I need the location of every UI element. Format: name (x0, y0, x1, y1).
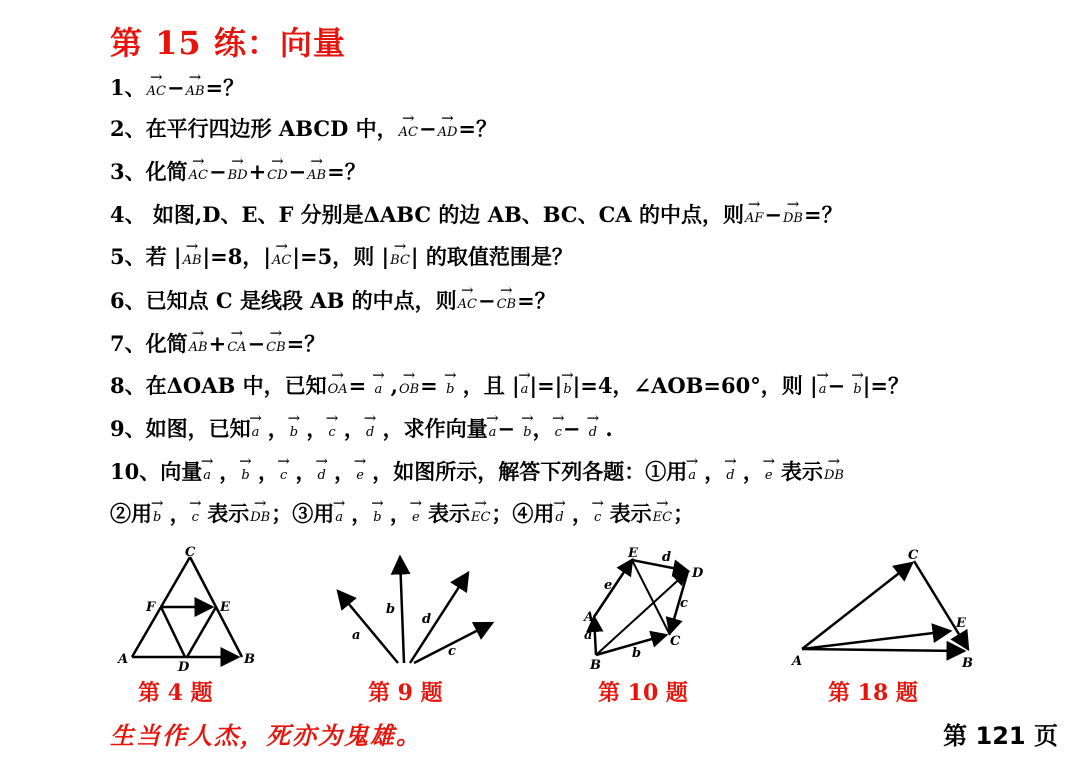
fig-label: C (908, 548, 919, 563)
vector: → b (853, 370, 861, 396)
figure-4-triangle (112, 545, 262, 675)
q-text: |=| (529, 373, 563, 398)
q-number: 6、 (110, 288, 146, 313)
vector: → DB (783, 199, 803, 225)
vector: → a (521, 370, 529, 396)
q-tail: =？ (327, 159, 366, 184)
vector: → BD (228, 156, 248, 182)
fig-label: F (146, 600, 156, 615)
vector: → CB (497, 285, 517, 311)
vector: → DB (250, 498, 270, 524)
vector: → AD (438, 113, 458, 139)
vector: → b (290, 413, 298, 439)
operator: − (166, 75, 185, 100)
q-text: = (420, 373, 446, 398)
q-text: 如图，已知 (145, 416, 251, 441)
q-number: 5、 (110, 244, 146, 269)
vector: → e (356, 456, 364, 482)
question-4 (110, 199, 843, 229)
question-3 (110, 156, 366, 186)
fig-label: B (244, 652, 255, 667)
vector: → AB (186, 72, 205, 98)
operator: − (247, 331, 266, 356)
page-title: 第 15 练：向量 (110, 24, 346, 62)
vector: → AC (189, 156, 208, 182)
fig-label: b (632, 646, 642, 661)
caption-fig-4: 第 4 题 (138, 680, 213, 706)
vector: → d (589, 413, 597, 439)
q-number: 3、 (110, 159, 146, 184)
vector: → AB (307, 156, 326, 182)
vector: → EC (653, 498, 672, 524)
vector: → c (555, 413, 562, 439)
operator: − (764, 202, 782, 227)
q-number: 2、 (110, 116, 146, 141)
caption-fig-9: 第 9 题 (368, 680, 443, 706)
page-suffix: 页 (1034, 721, 1058, 750)
footer-motto: 生当作人杰，死亦为鬼雄。 (110, 721, 422, 750)
vector: → b (523, 413, 531, 439)
question-8 (110, 370, 909, 400)
q-text: |=4，∠AOB=60°，则 | (572, 373, 818, 398)
q-text: |=5，则 | (292, 244, 390, 269)
fig-label: A (118, 652, 129, 667)
vector: → CD (267, 156, 287, 182)
vector: → a (252, 413, 260, 439)
fig-label: A (584, 610, 595, 625)
vector: → AC (272, 241, 291, 267)
q-text: 表示 (602, 501, 652, 526)
q-text: 表示 (420, 501, 470, 526)
vector: → c (192, 498, 199, 524)
q-text: 表示 (199, 501, 250, 526)
fig-label: c (680, 596, 688, 611)
question-2 (110, 113, 497, 143)
fig-label: E (220, 600, 230, 615)
fig-label: C (670, 634, 681, 649)
q-text: |=8，| (202, 244, 272, 269)
q-number: 9、 (110, 416, 146, 441)
q-text: ，如图所示，解答下列各题：①用 (364, 459, 688, 484)
vector: → c (280, 456, 287, 482)
fig-label: D (178, 660, 190, 675)
fig-label: d (662, 550, 672, 565)
q-tail: =？ (205, 75, 245, 100)
question-10 (110, 456, 845, 486)
operator: − (477, 288, 496, 313)
vector: → EC (471, 498, 490, 524)
q-text: ；③用 (271, 501, 335, 526)
fig-label: A (792, 654, 803, 669)
q-text: ②用 (110, 501, 152, 526)
vector: → d (318, 456, 326, 482)
q-text: − (562, 416, 588, 441)
q-text: ， (212, 459, 241, 484)
vector: → DB (824, 456, 844, 482)
q-text: , (383, 373, 398, 398)
operator: − (418, 116, 437, 141)
vector: → a (489, 413, 497, 439)
question-1 (110, 72, 244, 102)
q-text: 表示 (773, 459, 823, 484)
q-text: ， (343, 501, 373, 526)
fig-label: B (590, 658, 601, 673)
q-number: 7、 (110, 331, 146, 356)
fig-label: d (422, 612, 432, 627)
vector: → b (373, 498, 381, 524)
q-text: ， (288, 459, 317, 484)
q-text: 化简 (145, 159, 188, 184)
vector: → d (366, 413, 374, 439)
q-text: = (348, 373, 374, 398)
page-num: 121 (975, 722, 1026, 750)
figure-9-vectors (330, 545, 500, 675)
vector: → d (726, 456, 734, 482)
q-number: 10、 (110, 459, 161, 484)
q-text: − (497, 416, 523, 441)
operator: − (208, 159, 227, 184)
q-text: 已知点 C 是线段 AB 的中点，则 (145, 288, 457, 313)
vector: → a (688, 456, 696, 482)
q-text: ， (250, 459, 279, 484)
vector: → AC (399, 113, 418, 139)
q-number: 8、 (110, 373, 146, 398)
page-number (943, 716, 1058, 751)
vector: → BC (390, 241, 410, 267)
figure-10-polygon (582, 545, 712, 675)
fig-label: D (692, 566, 704, 581)
vector: → AF (745, 199, 763, 225)
fig-label: e (604, 578, 613, 593)
q-tail: =？ (517, 288, 556, 313)
vector: → c (328, 413, 335, 439)
fig-label: E (628, 546, 638, 561)
q-text: 在平行四边形 ABCD 中， (145, 116, 398, 141)
vector: → CB (266, 328, 286, 354)
q-text: ， (162, 501, 191, 526)
q-text: | 的取值范围是？ (410, 244, 573, 269)
q-text: − (827, 373, 853, 398)
q-tail: =？ (803, 202, 843, 227)
vector: → OB (399, 370, 419, 396)
fig-label: a (352, 628, 361, 643)
vector: → OA (328, 370, 348, 396)
figure-18-triangle (790, 545, 980, 675)
fig-label: b (386, 602, 396, 617)
q-text: . (598, 416, 613, 441)
fig-label: E (956, 616, 966, 631)
q-number: 1、 (110, 75, 146, 100)
fig-label: B (962, 656, 973, 671)
q-text: 在ΔOAB 中，已知 (145, 373, 327, 398)
q-text: ， (382, 501, 411, 526)
fig-label: a (584, 628, 593, 643)
vector: → AB (189, 328, 208, 354)
vector: → b (563, 370, 571, 396)
vector: → b (153, 498, 161, 524)
vector: → c (594, 498, 601, 524)
vector: → a (203, 456, 211, 482)
vector: → b (241, 456, 249, 482)
q-number: 4、 (110, 202, 146, 227)
q-tail: =？ (286, 331, 326, 356)
q-text: ， (696, 459, 726, 484)
vector: → a (375, 370, 383, 396)
q-text: ， (260, 416, 289, 441)
vector: → e (765, 456, 773, 482)
fig-label: c (448, 644, 456, 659)
q-text: ， (326, 459, 356, 484)
vector: → a (819, 370, 827, 396)
caption-fig-10: 第 10 题 (598, 680, 688, 706)
q-text: ， (299, 416, 328, 441)
vector: → CA (227, 328, 246, 354)
q-text: 如图,D、E、F 分别是ΔABC 的边 AB、BC、CA 的中点，则 (145, 202, 744, 227)
vector: → d (555, 498, 563, 524)
question-6 (110, 285, 556, 315)
q-text: 若 | (145, 244, 182, 269)
q-text: ，求作向量 (375, 416, 488, 441)
q-text: 化简 (145, 331, 188, 356)
q-text: ，且 | (455, 373, 520, 398)
vector: → AC (458, 285, 477, 311)
q-text: |=？ (862, 373, 909, 398)
page-prefix: 第 (943, 721, 968, 750)
q-text: ；④用 (491, 501, 555, 526)
vector: → e (412, 498, 420, 524)
vector: → a (335, 498, 343, 524)
q-text: 向量 (160, 459, 203, 484)
q-text: ， (336, 416, 365, 441)
question-5 (110, 241, 573, 271)
fig-label: C (185, 545, 196, 560)
q-text: ， (532, 416, 554, 441)
q-tail: =？ (458, 116, 497, 141)
operator: + (248, 159, 267, 184)
q-text: ， (564, 501, 594, 526)
question-9 (110, 413, 613, 443)
operator: + (208, 331, 227, 356)
q-text: ； (673, 501, 695, 526)
operator: − (288, 159, 307, 184)
question-7 (110, 328, 325, 358)
vector: → AC (147, 72, 166, 98)
caption-fig-18: 第 18 题 (828, 680, 918, 706)
vector: → b (446, 370, 454, 396)
q-text: ， (735, 459, 764, 484)
vector: → AB (183, 241, 202, 267)
question-10-continued (110, 498, 694, 528)
